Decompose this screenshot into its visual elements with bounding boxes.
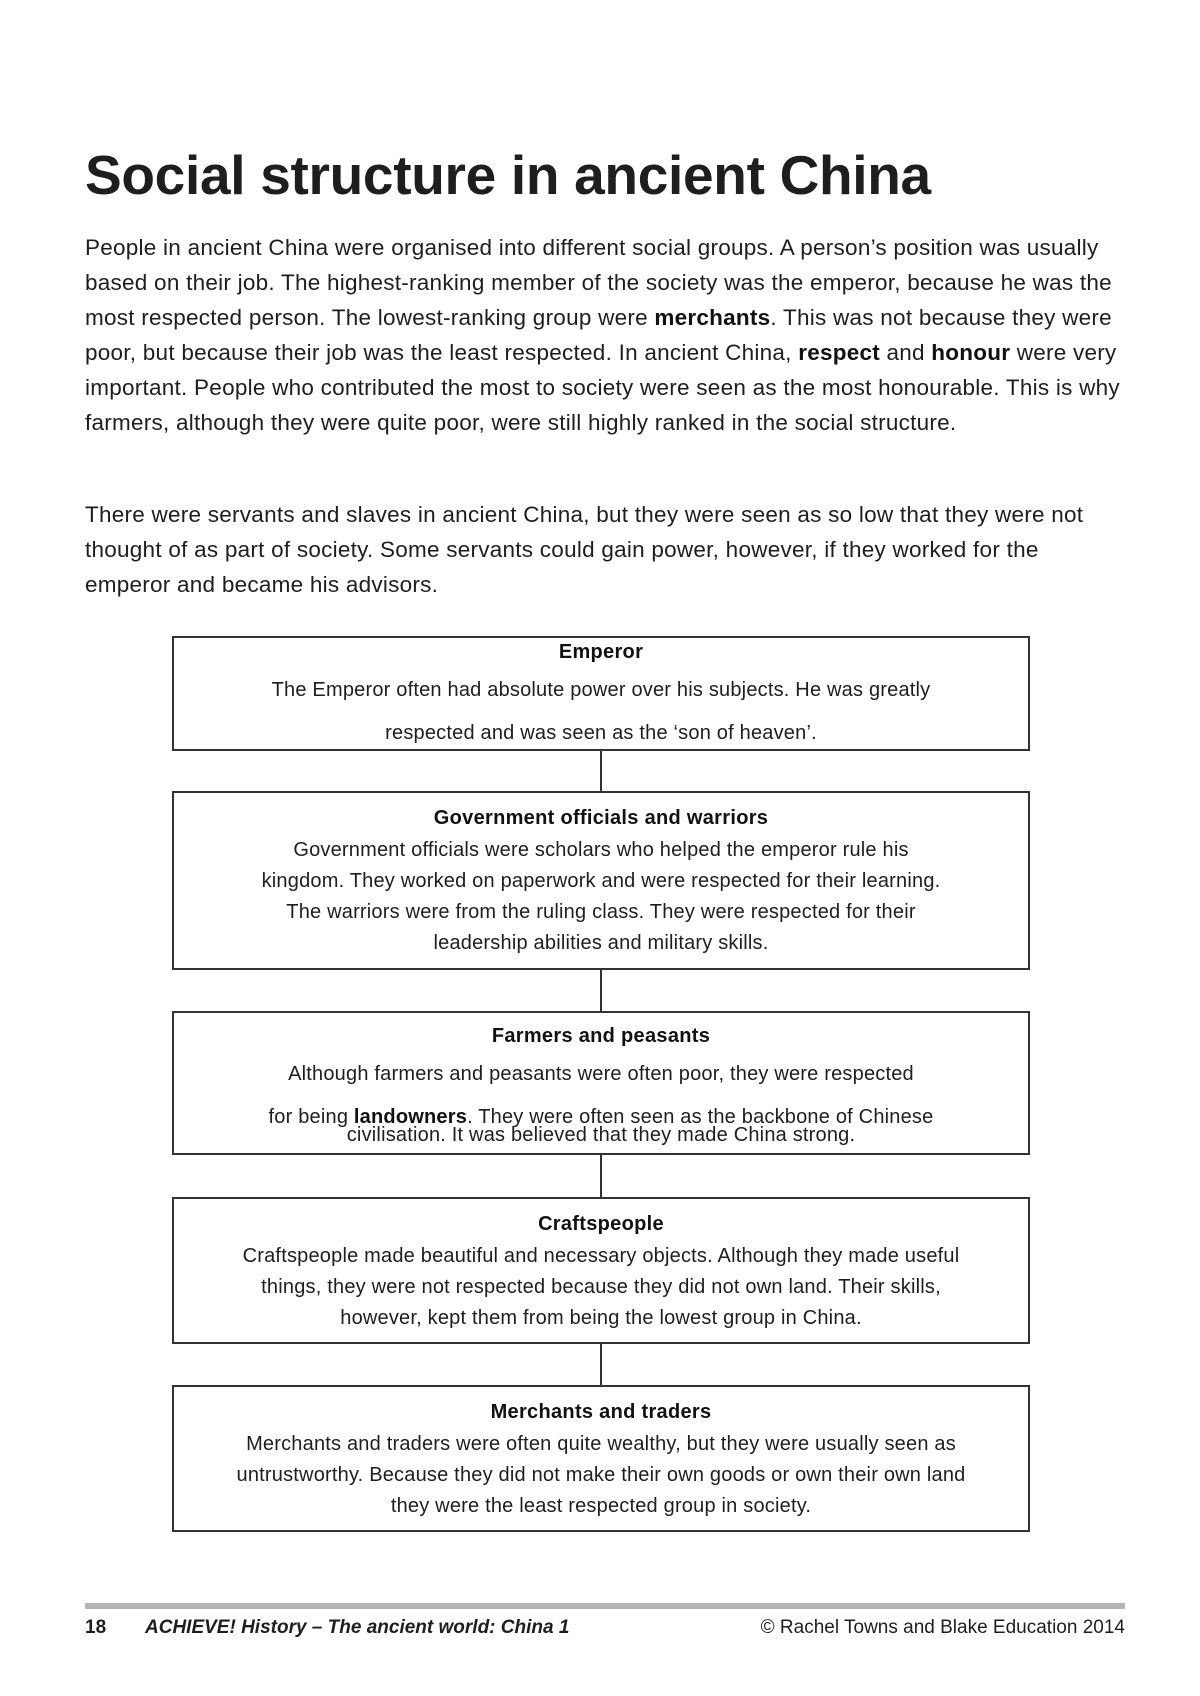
hierarchy-connector [600,1344,602,1385]
merchants-box [172,1385,1030,1532]
servants-paragraph: There were servants and slaves in ancient China, but they were seen as so low that they were not thought of as part of society. Some servants could gain power, however, if they worked for the emperor and became his advisors. [85,502,1084,597]
merchants-description: Merchants and traders were often quite wealthy, but they were usually seen as untrustworthy. Because they did not make their own goods or own their own land they were the least respected group in society. [236,1433,966,1517]
craftspeople-title: Craftspeople [538,1213,664,1235]
intro-text-3: and [879,340,932,365]
merchants-title: Merchants and traders [490,1401,712,1423]
farmers-description [174,1053,1028,1145]
farmers-text-post: . They were often seen as the backbone of Chinese [467,1106,934,1128]
emperor-title: Emperor [558,641,644,663]
page-footer [85,1617,1125,1647]
book-title: ACHIEVE! History – The ancient world: China 1 [145,1617,570,1638]
officials-description: Government officials were scholars who helped the emperor rule his kingdom. They worked on paperwork and were respected for their learning. The warriors were from the ruling class. They were respected for their leadership abilities and military skills. [261,839,941,954]
page-title: Social structure in ancient China [85,144,931,206]
intro-text-4: were very important. People who contributed the most to society were seen as the most honourable. This is why farmers, although they were quite poor, were still highly ranked in the social structure. [85,340,1120,435]
intro-paragraph [85,230,1125,440]
intro-text-1: People in ancient China were organised into different social groups. A person’s position was usually based on their job. The highest-ranking member of the society was the emperor, because he was the most respected person. The lowest-ranking group were [85,235,1112,330]
copyright-notice: © Rachel Towns and Blake Education 2014 [760,1617,1125,1638]
emperor-box [172,636,1030,751]
farmers-text-line3: civilisation. It was believed that they made China strong. [346,1124,856,1146]
farmers-title: Farmers and peasants [491,1025,711,1047]
page-number: 18 [85,1617,107,1638]
craftspeople-description: Craftspeople made beautiful and necessary objects. Although they made useful things, they were not respected because they did not own land. Their skills, however, kept them from being the lowest group in China. [242,1245,960,1329]
keyword-respect: respect [798,340,880,365]
craftspeople-box [172,1197,1030,1344]
farmers-text-line1: Although farmers and peasants were often poor, they were respected [288,1063,914,1085]
hierarchy-connector [600,751,602,791]
farmers-text-pre: for being [268,1106,354,1128]
officials-title: Government officials and warriors [433,807,769,829]
keyword-landowners: landowners [353,1106,468,1128]
hierarchy-connector [600,1155,602,1197]
keyword-merchants: merchants [654,305,771,330]
hierarchy-connector [600,970,602,1011]
farmers-box [172,1011,1030,1155]
officials-box [172,791,1030,970]
emperor-description: The Emperor often had absolute power over his subjects. He was greatly respected and was seen as the ‘son of heaven’. [271,679,931,744]
keyword-honour: honour [931,340,1011,365]
intro-text-2: . This was not because they were poor, but because their job was the least respected. In ancient China, [85,305,1112,365]
footer-rule [85,1603,1125,1609]
